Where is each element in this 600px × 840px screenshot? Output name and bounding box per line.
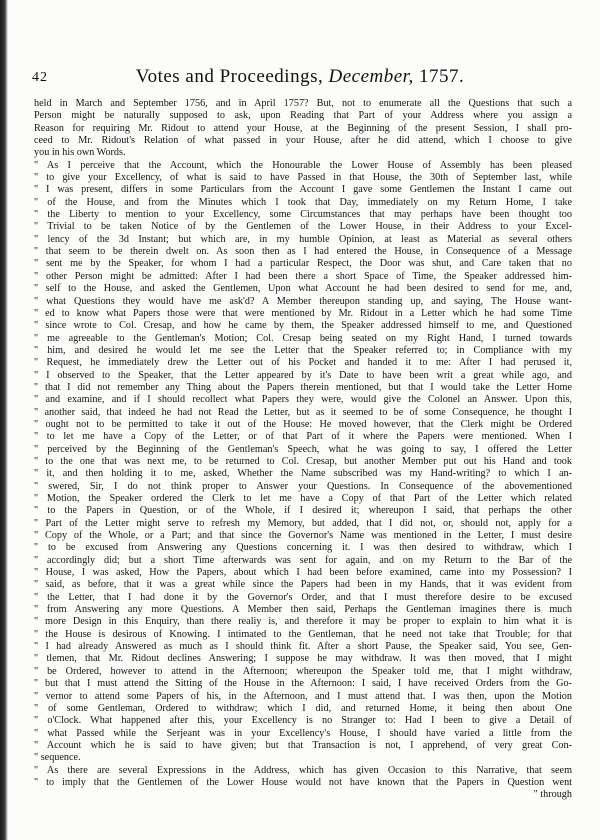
text-line: " that I did not remember any Thing about the Papers therein mentioned, but that I would take the Letter Home [34, 381, 572, 393]
text-line: held in March and September 1756, and in April 1757? But, not to enumerate all the Questions that such a [34, 98, 572, 109]
text-line: " Part of the Letter might serve to refresh my Memory, but added, that I did not, or, should not, apply for a [34, 517, 572, 529]
text-line: " ought not to be permitted to take it out of the House: He moved however, that the Clerk might be Ordered [34, 418, 572, 430]
text-line: " the House is desirous of Knowing. I intimated to the Gentleman, that he need not take that Trouble; for that [34, 628, 572, 640]
text-line: " me agreeable to the Gentleman's Motion; Col. Cresap being seated on my Right Hand, I turned towards [34, 332, 572, 344]
text-line: " o'Clock. What happened after this, your Excellency is no Stranger to: Had I been to give a Detail of [34, 715, 572, 727]
body-text [34, 98, 572, 802]
text-line: " other Person might be admitted: After I had been there a short Space of Time, the Speaker addressed him- [34, 270, 572, 282]
text-line: " vernor to attend some Papers of his, in the Afternoon, and I must attend that. I was then, upon the Motion [34, 690, 572, 702]
text-line: " ed to know what Papers those were that were mentioned by Mr. Ridout in a Letter which he had some Time [34, 307, 572, 319]
text-line: " Copy of the Whole, or a Part; and that since the Governor's Name was mentioned in the Letter, I must desire [34, 530, 572, 542]
text-line: " the Liberty to mention to your Excellency, some Circumstances that may perhaps have been thought too [34, 209, 572, 221]
text-line: " to imply that the Gentlemen of the Lower House would not have known that the Papers in Question went [34, 776, 572, 788]
text-line: " him, and desired he would let me see the Letter that the Speaker referred to; in Compliance with my [34, 344, 572, 356]
text-line: Reason for requiring Mr. Ridout to attend your House, at the Beginning of the present Session, I shall pro- [34, 122, 572, 134]
text-line: Person might be naturally supposed to ask, upon Reading that Part of your Address where you assign a [34, 110, 572, 122]
text-line: " of some Gentleman, Ordered to withdraw; which I did, and returned Home, it being then about One [34, 702, 572, 714]
text-line: " to let me have a Copy of the Letter, or of that Part of it where the Papers were mentioned. When I [34, 431, 572, 443]
text-line: " and examine, and if I should recollect what Papers they were, would give the Colonel an Answer. Upon this, [34, 394, 572, 406]
text-line: " swered, Sir, I do not think proper to Answer your Questions. In Consequence of the abovementioned [34, 480, 572, 492]
text-line: " self to the House, and asked the Gentlemen, Upon what Account he had been desired to send for me, and, [34, 283, 572, 295]
text-line: " As there are several Expressions in the Address, which has given Occasion to this Narrative, that seem [34, 764, 572, 776]
text-line: " Motion, the Speaker ordered the Clerk to let me have a Copy of that Part of the Letter which related [34, 493, 572, 504]
text-line: " what Questions they would have me ask'd? A Member thereupon standing up, and saying, The House want- [34, 295, 572, 307]
text-line: " since wrote to Col. Cresap, and how he came by them, the Speaker addressed himself to me, and Questioned [34, 320, 572, 332]
text-line: " tlemen, that Mr. Ridout declines Answering; I suppose he may withdraw. It was then moved, that I might [34, 653, 572, 665]
text-line: " perceived by the Beginning of the Gentleman's Speech, what he was going to say, I offered the Letter [34, 443, 572, 455]
text-line: " I had already Answered as much as I should think fit. After a short Pause, the Speaker said, You see, Gen- [34, 641, 572, 653]
text-line: " to the Papers in Question, or of the Whole, if I desired it; whereupon I said, that perhaps the other [34, 505, 572, 517]
text-line: " through [533, 789, 572, 801]
page-number: 42 [32, 70, 48, 85]
text-line: " accordingly did; but a short Time afterwards was sent for again, and on my Return to the Bar of the [34, 554, 572, 566]
page-header [20, 66, 580, 90]
text-line: " but that I must attend the Sitting of the House in the Afternoon: I said, I have received Orders from the Go- [34, 678, 572, 690]
text-line: " to the one that was next me, to be returned to Col. Cresap, but another Member put out his Hand and took [34, 455, 572, 467]
text-line: " it, and then holding it to me, asked, Whether the Name subscribed was my Hand-writing? to which I an- [34, 468, 572, 480]
running-title [20, 66, 580, 88]
text-line: " House, I was asked, How the Papers, about which I had been before examined, came into my Possession? I [34, 567, 572, 579]
text-line: " sequence. [34, 752, 81, 764]
text-line: " to be excused from Answering any Questions concerning it. I was then desired to withdraw, which I [34, 542, 572, 554]
text-line: " I observed to the Speaker, that the Letter appeared by it's Date to have been writ a great while ago, and [34, 369, 572, 381]
text-line: " the Letter, that I had done it by the Governor's Order, and that I must therefore desire to be excused [34, 591, 572, 603]
text-line: " lency of the 3d Instant; but which are, in my humble Opinion, at least as Material as several others [34, 233, 572, 245]
text-line: " Trivial to be taken Notice of by the Gentlemen of the Lower House, in their Address to your Excel- [34, 221, 572, 233]
text-line: " another said, that indeed he had not Read the Letter, but as it seemed to be of some Consequence, he thought I [34, 406, 572, 418]
text-line: you in his own Words. [34, 147, 126, 159]
text-line: " be Ordered, however to attend in the Afternoon; whereupon the Speaker told me, that I might withdraw, [34, 665, 572, 677]
text-line: " of the House, and from the Minutes which I took that Day, immediately on my Return Home, I take [34, 196, 572, 208]
text-line: " to give your Excellency, of what is said to have Passed in that House, the 30th of September last, while [34, 172, 572, 184]
text-line: " As I perceive that the Account, which the Honourable the Lower House of Assembly has been pleased [34, 159, 572, 171]
text-line: " sent me by the Speaker, for whom I had a particular Respect, the Door was shut, and Care taken that no [34, 258, 572, 270]
running-title-month: December, [328, 66, 414, 87]
text-line: " Request, he immediately drew the Letter out of his Pocket and handed it to me: After I had perused it, [34, 357, 572, 369]
text-line: " Account which he is said to have given; but that Transaction is not, I apprehend, of very great Con- [34, 739, 572, 751]
text-line: " more Design in this Enquiry, than there realiy is, and therefore it may be proper to explain to him what it is [34, 616, 572, 628]
text-line: " I was present, differs in some Particulars from the Account I gave some Gentlemen the Instant I came out [34, 184, 572, 196]
text-line: " that seem to be therein dwelt on. As soon then as I had entered the House, in Consequence of a Message [34, 246, 572, 258]
running-title-year: 1757. [418, 66, 465, 87]
running-title-roman: Votes and Proceedings, [135, 66, 324, 87]
page-edge-shadow [0, 0, 8, 840]
text-line: " from Answering any more Questions. A Member then said, Perhaps the Gentleman imagines there is much [34, 604, 572, 616]
text-line: ceed to Mr. Ridout's Relation of what passed in your House, after he did attend, which I choose to give [34, 135, 572, 147]
text-line: " what Passed while the Serjeant was in your Excellency's House, I should have varied a little from the [34, 727, 572, 739]
text-line: " said, as before, that it was a great while since the Papers had been in my Hands, that it was evident from [34, 579, 572, 591]
